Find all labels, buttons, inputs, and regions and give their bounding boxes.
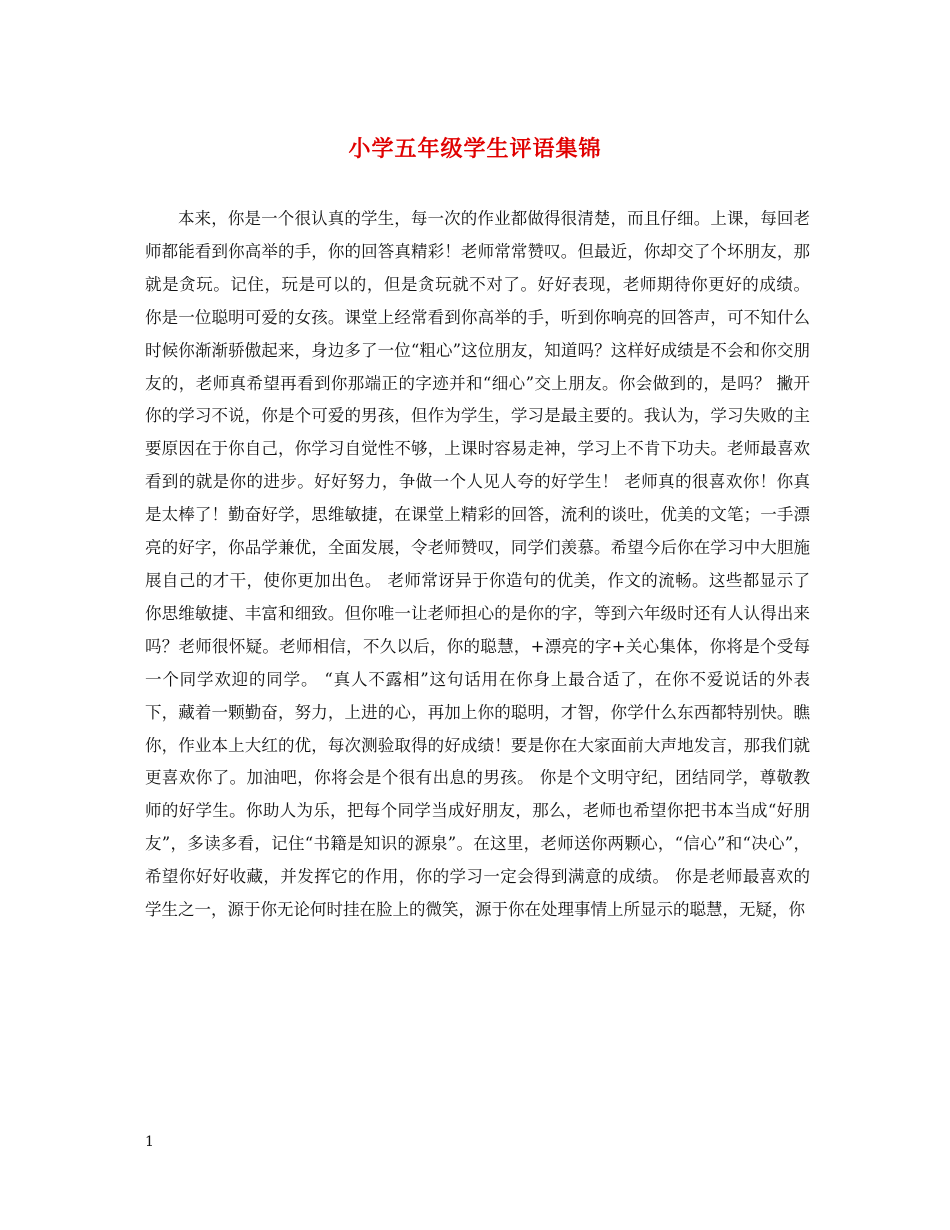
document-body-paragraph: 本来，你是一个很认真的学生，每一次的作业都做得很清楚，而且仔细。上课，每回老师都能看到你高举的手，你的回答真精彩！老师常常赞叹。但最近，你却交了个坏朋友，那就是贪玩。记住，玩是可以的，但是贪玩就不对了。好好表现，老师期待你更好的成绩。 你是一位聪明可爱的女孩。课堂上经常看到你高举的手，听到你响亮的回答声，可不知什么时候你渐渐骄傲起来，身边多了一位“粗心”这位朋友，知道吗？这样好成绩是不会和你交朋友的，老师真希望再看到你那端正的字迹并和“细心”交上朋友。你会做到的，是吗？ 撇开你的学习不说，你是个可爱的男孩，但作为学生，学习是最主要的。我认为，学习失败的主要原因在于你自己，你学习自觉性不够，上课时容易走神，学习上不肯下功夫。老师最喜欢看到的就是你的进步。好好努力，争做一个人见人夸的好学生！ 老师真的很喜欢你！你真是太棒了！勤奋好学，思维敏捷，在课堂上精彩的回答，流利的谈吐，优美的文笔；一手漂亮的好字，你品学兼优，全面发展，令老师赞叹，同学们羡慕。希望今后你在学习中大胆施展自己的才干，使你更加出色。 老师常讶异于你造句的优美，作文的流畅。这些都显示了你思维敏捷、丰富和细致。但你唯一让老师担心的是你的字，等到六年级时还有人认得出来吗？老师很怀疑。老师相信，不久以后，你的聪慧，+漂亮的字+关心集体，你将是个受每一个同学欢迎的同学。 “真人不露相”这句话用在你身上最合适了，在你不爱说话的外表下，藏着一颗勤奋，努力，上进的心，再加上你的聪明，才智，你学什么东西都特别快。瞧你，作业本上大红的优，每次测验取得的好成绩！要是你在大家面前大声地发言，那我们就更喜欢你了。加油吧，你将会是个很有出息的男孩。 你是个文明守纪，团结同学，尊敬教师的好学生。你助人为乐，把每个同学当成好朋友，那么，老师也希望你把书本当成“好朋友”，多读多看，记住“书籍是知识的源泉”。在这里，老师送你两颗心，“信心”和“决心”，希望你好好收藏，并发挥它的作用，你的学习一定会得到满意的成绩。 你是老师最喜欢的学生之一，源于你无论何时挂在脸上的微笑，源于你在处理事情上所显示的聪慧，无疑，你 — [145, 209, 810, 920]
page-number: 1 — [145, 1134, 154, 1150]
document-title: 小学五年级学生评语集锦 — [348, 136, 602, 162]
